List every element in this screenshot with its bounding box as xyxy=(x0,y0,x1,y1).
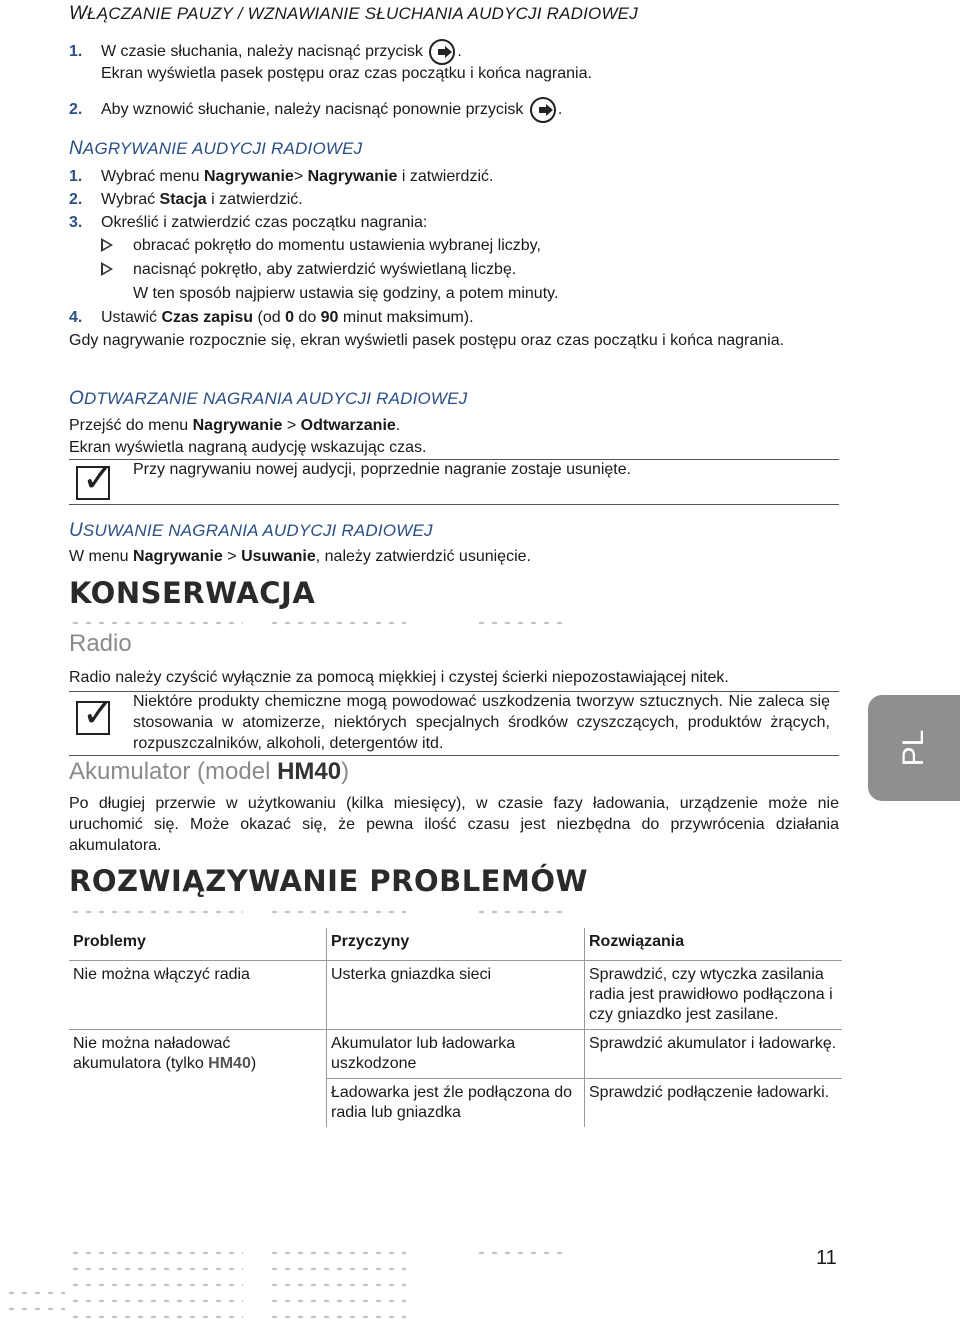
section-heading-playback: ODTWARZANIE NAGRANIA AUDYCJI RADIOWEJ xyxy=(69,388,468,409)
record-bullet-2: nacisnąć pokrętło, aby zatwierdzić wyświetlaną liczbę. xyxy=(101,260,516,280)
section-heading-pause: WŁĄCZANIE PAUZY / WZNAWIANIE SŁUCHANIA AUDYCJI RADIOWEJ xyxy=(69,3,638,24)
dotted-divider xyxy=(475,620,567,626)
footer-dots xyxy=(268,1298,406,1304)
triangle-bullet-icon xyxy=(101,262,113,276)
record-step-1: 1. Wybrać menu Nagrywanie> Nagrywanie i zatwierdzić. xyxy=(69,168,494,185)
table-cell: Nie można naładować akumulatora (tylko HM40) xyxy=(69,1030,327,1128)
table-cell: Sprawdzić, czy wtyczka zasilania radia jest prawidłowo podłączona i czy gniazdko jest zasilane. xyxy=(585,961,843,1030)
dotted-divider xyxy=(69,909,243,915)
dotted-divider xyxy=(69,620,243,626)
playback-note: Przy nagrywaniu nowej audycji, poprzednie nagranie zostaje usunięte. xyxy=(133,461,632,478)
footer-dots xyxy=(268,1266,406,1272)
footer-dots xyxy=(268,1282,406,1288)
table-row xyxy=(69,1030,842,1079)
table-header-cell: Problemy xyxy=(73,933,146,950)
note-divider xyxy=(69,504,839,505)
record-step-3: 3. Określić i zatwierdzić czas początku nagrania: xyxy=(69,214,428,231)
table-cell: Usterka gniazdka sieci xyxy=(327,961,585,1030)
radio-heading: Radio xyxy=(69,630,132,657)
chemical-note: Niektóre produkty chemiczne mogą powodować uszkodzenia tworzyw sztucznych. Nie zaleca się stosowania w atomizerze, niektórych specjalnych środków czyszczących, produktów żrących, rozpuszczalników, alkoholi, detergentów itd. xyxy=(133,693,830,752)
enter-button-icon xyxy=(530,97,556,123)
footer-dots xyxy=(5,1290,65,1296)
record-bullet-note: W ten sposób najpierw ustawia się godziny, a potem minuty. xyxy=(133,285,559,302)
table-header-cell: Przyczyny xyxy=(327,928,585,961)
table-cell: Akumulator lub ładowarka uszkodzone xyxy=(327,1030,585,1079)
record-paragraph: Gdy nagrywanie rozpocznie się, ekran wyświetli pasek postępu oraz czas początku i końca nagrania. xyxy=(69,332,785,349)
table-cell: Ładowarka jest źle podłączona do radia lub gniazdka xyxy=(327,1079,585,1128)
note-divider xyxy=(69,755,839,756)
footer-dots xyxy=(268,1314,406,1320)
footer-dots xyxy=(69,1298,243,1304)
pause-step-1-note: Ekran wyświetla pasek postępu oraz czas początku i końca nagrania. xyxy=(101,65,592,82)
footer-dots xyxy=(69,1314,243,1320)
triangle-bullet-icon xyxy=(101,238,113,252)
footer-dots xyxy=(69,1266,243,1272)
footer-dots xyxy=(268,1250,406,1256)
konserwacja-title: KONSERWACJA xyxy=(69,576,316,610)
checkmark-note-icon: ✓ xyxy=(76,466,110,500)
record-step-4: 4. Ustawić Czas zapisu (od 0 do 90 minut maksimum). xyxy=(69,309,474,326)
pause-step-1: 1. W czasie słuchania, należy nacisnąć przycisk . xyxy=(69,39,462,65)
pause-step-2: 2. Aby wznowić słuchanie, należy nacisnąć ponownie przycisk . xyxy=(69,97,562,123)
footer-dots xyxy=(475,1250,567,1256)
table-cell: Nie można włączyć radia xyxy=(69,961,327,1030)
language-tab xyxy=(868,695,960,801)
footer-dots xyxy=(69,1250,243,1256)
delete-line: W menu Nagrywanie > Usuwanie, należy zatwierdzić usunięcie. xyxy=(69,548,531,565)
battery-heading: Akumulator (model HM40) xyxy=(69,758,350,785)
footer-dots xyxy=(5,1306,65,1312)
dotted-divider xyxy=(268,620,406,626)
battery-text: Po długiej przerwie w użytkowaniu (kilka miesięcy), w czasie fazy ładowania, urządzenie może nie uruchomić się. Może okazać się, że pewna ilość czasu jest niezbędna do przywrócenia działania akumulatora. xyxy=(69,795,839,854)
playback-line-2: Ekran wyświetla nagraną audycję wskazując czas. xyxy=(69,439,427,456)
section-heading-recording: NAGRYWANIE AUDYCJI RADIOWEJ xyxy=(69,138,363,159)
section-heading-delete: USUWANIE NAGRANIA AUDYCJI RADIOWEJ xyxy=(69,520,433,541)
record-bullet-1: obracać pokrętło do momentu ustawienia wybranej liczby, xyxy=(101,236,541,256)
language-tab-label: PL xyxy=(897,729,930,767)
page-number: 11 xyxy=(816,1247,837,1269)
dotted-divider xyxy=(475,909,567,915)
enter-button-icon xyxy=(429,39,455,65)
playback-line-1: Przejść do menu Nagrywanie > Odtwarzanie. xyxy=(69,417,401,434)
table-cell: Sprawdzić podłączenie ładowarki. xyxy=(585,1079,843,1128)
troubleshooting-title: ROZWIĄZYWANIE PROBLEMÓW xyxy=(69,864,588,898)
dotted-divider xyxy=(268,909,406,915)
radio-text: Radio należy czyścić wyłącznie za pomocą miękkiej i czystej ścierki niepozostawiającej nitek. xyxy=(69,669,729,686)
table-cell: Sprawdzić akumulator i ładowarkę. xyxy=(585,1030,843,1079)
troubleshooting-table xyxy=(69,928,842,1127)
table-row xyxy=(69,961,842,1030)
record-step-2: 2. Wybrać Stacja i zatwierdzić. xyxy=(69,191,303,208)
table-header-row xyxy=(69,928,842,961)
table-header-cell: Rozwiązania xyxy=(585,928,843,961)
footer-dots xyxy=(69,1282,243,1288)
checkmark-note-icon: ✓ xyxy=(76,701,110,735)
